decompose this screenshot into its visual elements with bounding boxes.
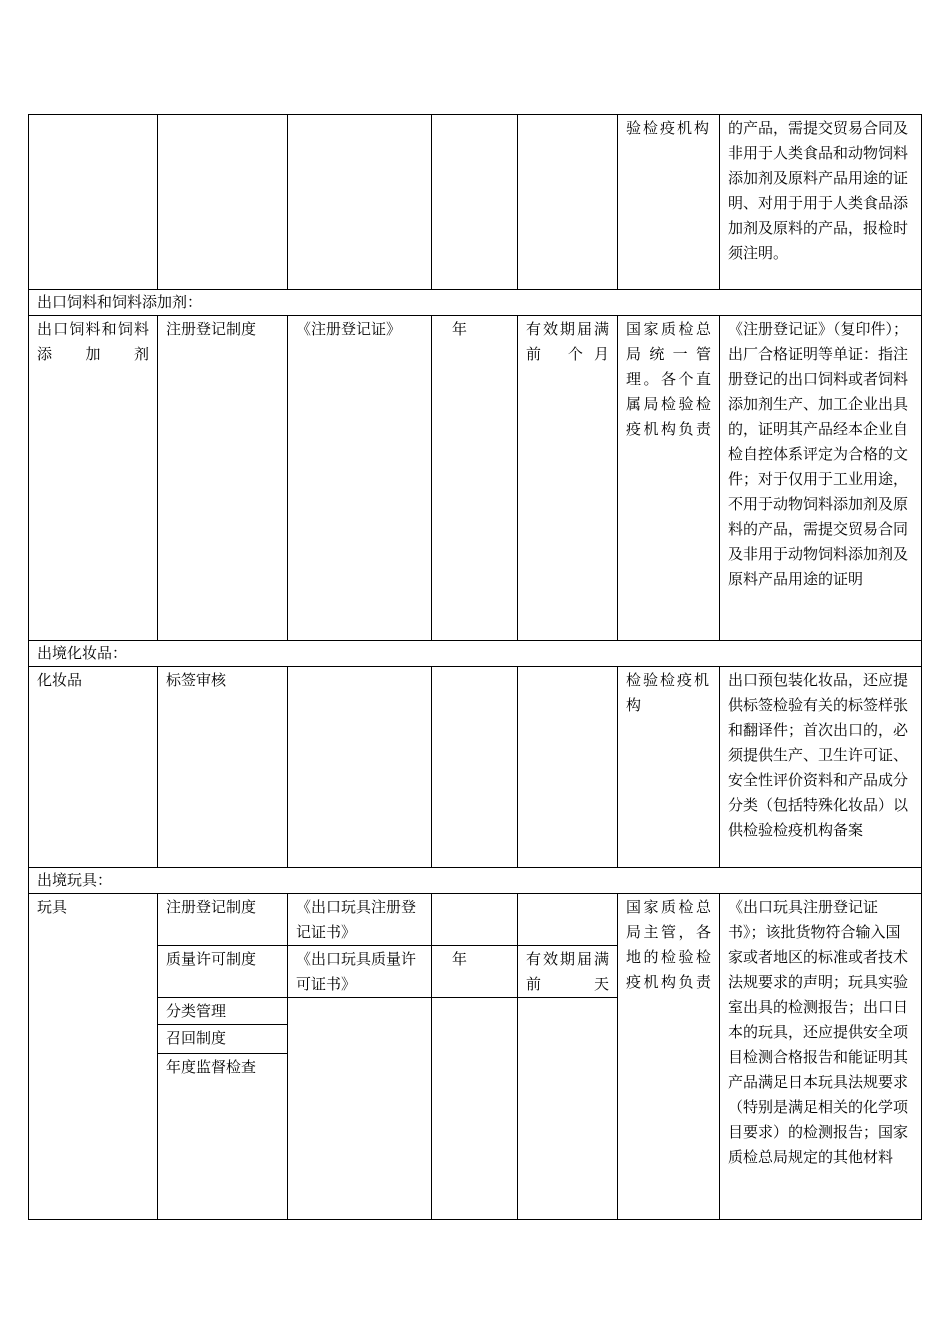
certificate-cell [288,998,432,1220]
section-row [29,641,922,667]
validity-cell [432,667,518,868]
certificate-cell [288,115,432,290]
regulation-table [28,114,922,1220]
validity-cell [432,998,518,1220]
documents-cell: 《注册登记证》（复印件）；出厂合格证明等单证：指注册登记的出口饲料或者饲料添加剂生产、加工企业出具的，证明其产品经本企业自检自控体系评定为合格的文件；对于仅用于工业用途，不用于动物饲料添加剂及原料的产品，需提交贸易合同及非用于动物饲料添加剂及原料产品用途的证明 [720,316,922,641]
product-cell: 化妆品 [29,667,158,868]
product-cell [29,115,158,290]
agency-cell: 国家质检总局统一管理。各个直属局检验检疫机构负责 [618,316,720,641]
system-cell: 年度监督检查 [158,1054,288,1220]
certificate-cell: 《注册登记证》 [288,316,432,641]
validity-cell [432,894,518,946]
table-row [29,115,922,290]
renewal-cell [518,998,618,1220]
certificate-cell: 《出口玩具注册登记证书》 [288,894,432,946]
renewal-cell: 有效期届满前 个月 [518,316,618,641]
product-cell: 出口饲料和饲料添加剂 [29,316,158,641]
system-cell: 分类管理 [158,998,288,1025]
agency-cell: 国家质检总局主管，各地的检验检疫机构负责 [618,894,720,1220]
system-cell: 注册登记制度 [158,894,288,946]
certificate-cell: 《出口玩具质量许可证书》 [288,946,432,998]
system-cell: 标签审核 [158,667,288,868]
section-title-feed: 出口饲料和饲料添加剂： [29,290,922,316]
certificate-cell [288,667,432,868]
validity-cell: 年 [432,946,518,998]
documents-cell: 的产品，需提交贸易合同及非用于人类食品和动物饲料添加剂及原料产品用途的证明、对用于用于人类食品添加剂及原料的产品，报检时须注明。 [720,115,922,290]
table-row [29,316,922,641]
section-title-toys: 出境玩具： [29,868,922,894]
product-cell: 玩具 [29,894,158,1220]
renewal-cell [518,667,618,868]
section-title-cosmetics: 出境化妆品： [29,641,922,667]
system-cell: 质量许可制度 [158,946,288,998]
renewal-cell [518,894,618,946]
validity-cell: 年 [432,316,518,641]
system-cell: 召回制度 [158,1025,288,1054]
agency-cell: 检验检疫机构 [618,667,720,868]
table-row [29,667,922,868]
agency-cell: 验检疫机构 [618,115,720,290]
system-cell [158,115,288,290]
system-cell: 注册登记制度 [158,316,288,641]
documents-cell: 《出口玩具注册登记证书》；该批货物符合输入国家或者地区的标准或者技术法规要求的声明；玩具实验室出具的检测报告；出口日本的玩具，还应提供安全项目检测合格报告和能证明其产品满足日本玩具法规要求（特别是满足相关的化学项目要求）的检测报告；国家质检总局规定的其他材料 [720,894,922,1220]
renewal-cell: 有效期届满前 天 [518,946,618,998]
validity-cell [432,115,518,290]
table-row [29,894,922,946]
documents-cell: 出口预包装化妆品，还应提供标签检验有关的标签样张和翻译件；首次出口的，必须提供生产、卫生许可证、安全性评价资料和产品成分分类（包括特殊化妆品）以供检验检疫机构备案 [720,667,922,868]
section-row [29,290,922,316]
renewal-cell [518,115,618,290]
section-row [29,868,922,894]
